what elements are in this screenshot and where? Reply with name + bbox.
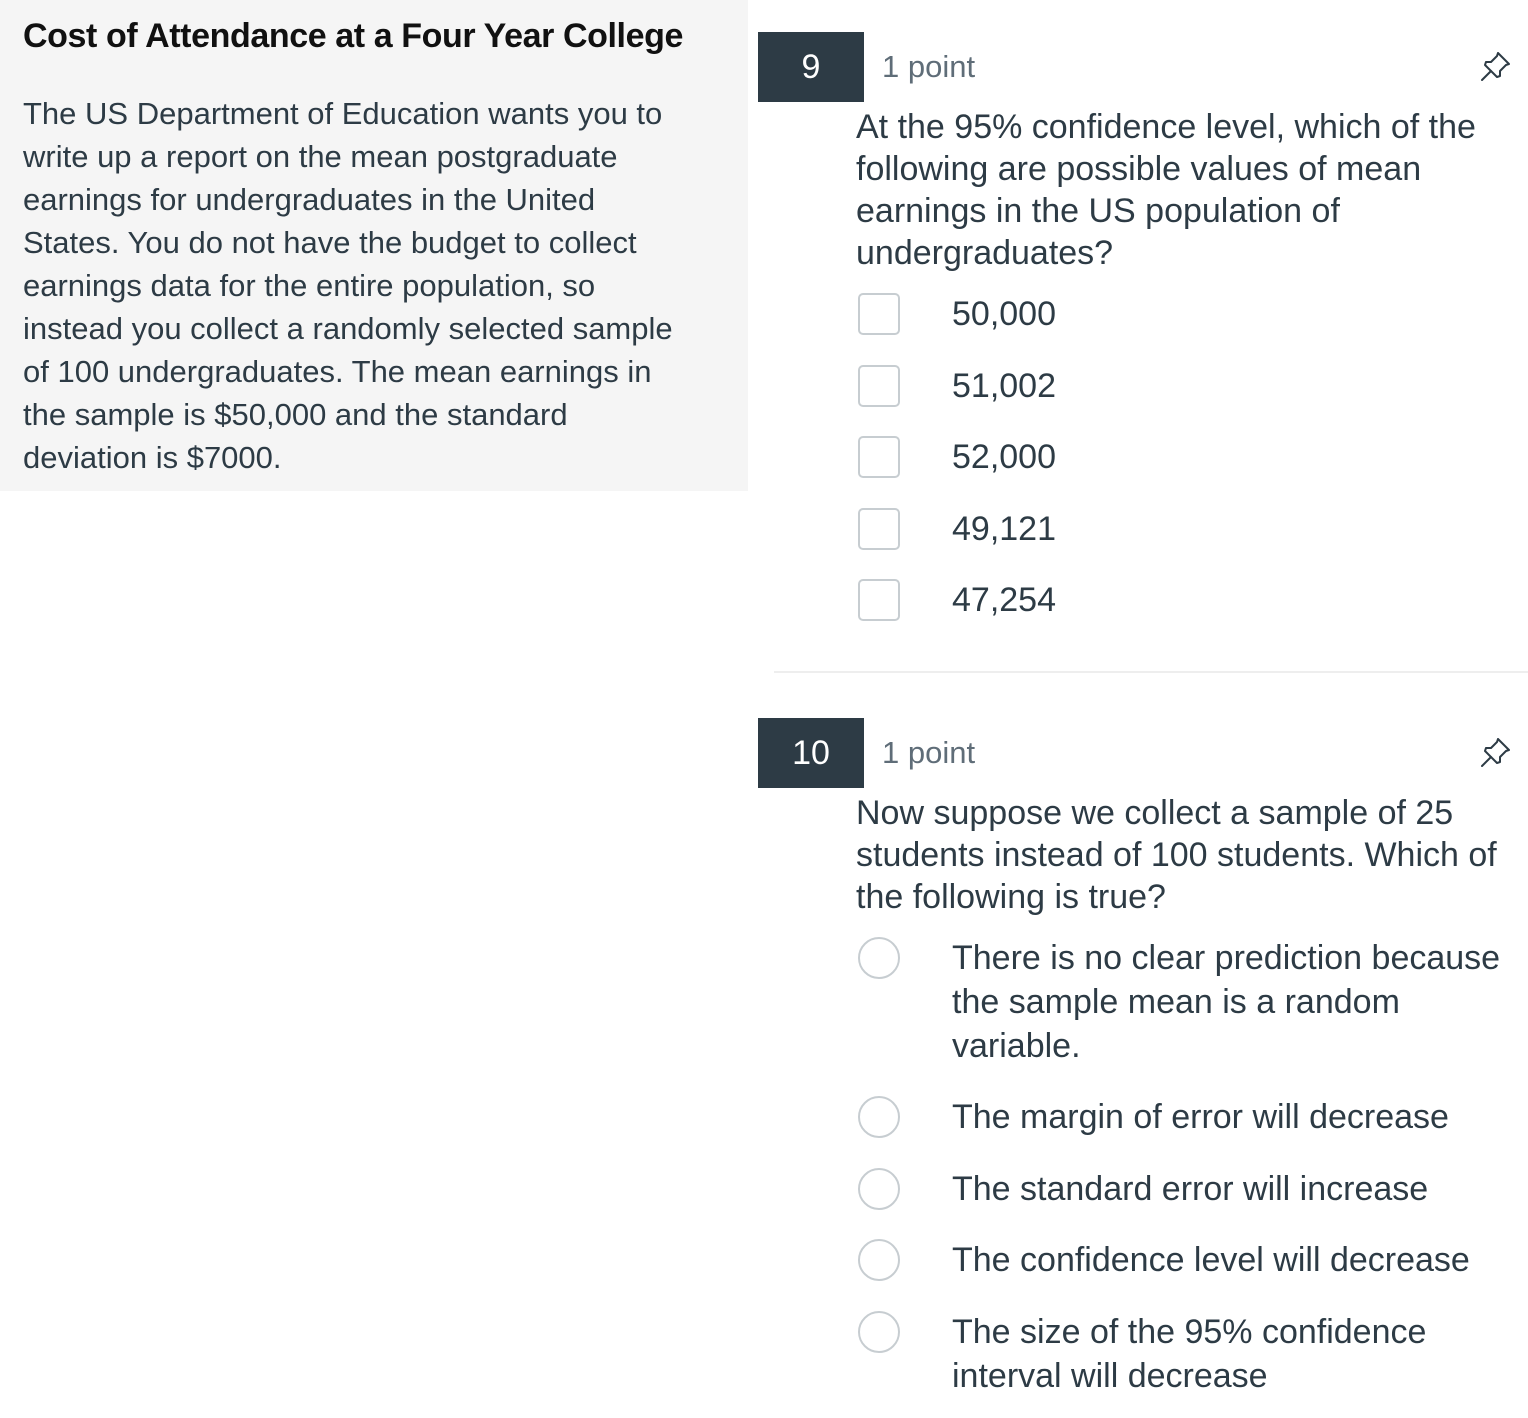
pin-icon[interactable]	[1478, 48, 1514, 84]
answer-radio[interactable]	[858, 937, 900, 979]
answer-label: The confidence level will decrease	[952, 1241, 1470, 1279]
stimulus-panel	[0, 0, 748, 491]
answer-option[interactable]	[858, 507, 1528, 579]
answer-option[interactable]	[858, 1167, 1528, 1239]
answer-checkbox[interactable]	[858, 508, 900, 550]
question-text: Now suppose we collect a sample of 25 students instead of 100 students. Which of the following is true?	[856, 794, 1497, 916]
question-header	[758, 718, 1528, 788]
stimulus-title: Cost of Attendance at a Four Year College	[23, 17, 683, 55]
answer-radio[interactable]	[858, 1168, 900, 1210]
answer-option[interactable]	[858, 1310, 1528, 1395]
answer-label: 49,121	[952, 509, 1056, 548]
question-10	[758, 718, 1528, 1395]
answer-radio[interactable]	[858, 1096, 900, 1138]
question-header	[758, 32, 1528, 102]
answer-option[interactable]	[858, 1238, 1528, 1310]
pin-icon[interactable]	[1478, 734, 1514, 770]
question-number: 9	[758, 32, 864, 102]
stimulus-body: The US Department of Education wants you to write up a report on the mean postgraduate earnings for undergraduates in the United States. You do not have the budget to collect earnings data for the entire population, so instead you collect a randomly selected sample of 100 undergraduates. The mean earnings in the sample is $50,000 and the standard deviation is $7000.	[23, 96, 673, 475]
answer-label: 51,002	[952, 366, 1056, 405]
answer-checkbox[interactable]	[858, 293, 900, 335]
answer-list	[758, 292, 1528, 650]
question-divider	[774, 671, 1528, 673]
question-9	[758, 32, 1528, 650]
answer-option[interactable]	[858, 435, 1528, 507]
answer-checkbox[interactable]	[858, 365, 900, 407]
answer-radio[interactable]	[858, 1239, 900, 1281]
answer-label: There is no clear prediction because the sample mean is a random variable.	[952, 939, 1501, 1065]
answer-option[interactable]	[858, 578, 1528, 650]
answer-checkbox[interactable]	[858, 579, 900, 621]
question-points: 1 point	[882, 735, 976, 770]
answer-option[interactable]	[858, 936, 1528, 1095]
answer-option[interactable]	[858, 1095, 1528, 1167]
question-points: 1 point	[882, 49, 976, 84]
answer-list	[758, 936, 1528, 1395]
question-text: At the 95% confidence level, which of the following are possible values of mean earnings in the US population of undergraduates?	[856, 108, 1476, 272]
answer-label: The size of the 95% confidence interval will decrease	[952, 1312, 1427, 1395]
question-number: 10	[758, 718, 864, 788]
answer-label: 50,000	[952, 295, 1056, 333]
answer-checkbox[interactable]	[858, 436, 900, 478]
answer-label: The standard error will increase	[952, 1169, 1429, 1208]
answer-label: 52,000	[952, 438, 1056, 476]
answer-label: The margin of error will decrease	[952, 1098, 1449, 1136]
answer-option[interactable]	[858, 364, 1528, 436]
answer-option[interactable]	[858, 292, 1528, 364]
answer-label: 47,254	[952, 581, 1056, 619]
answer-radio[interactable]	[858, 1311, 900, 1353]
